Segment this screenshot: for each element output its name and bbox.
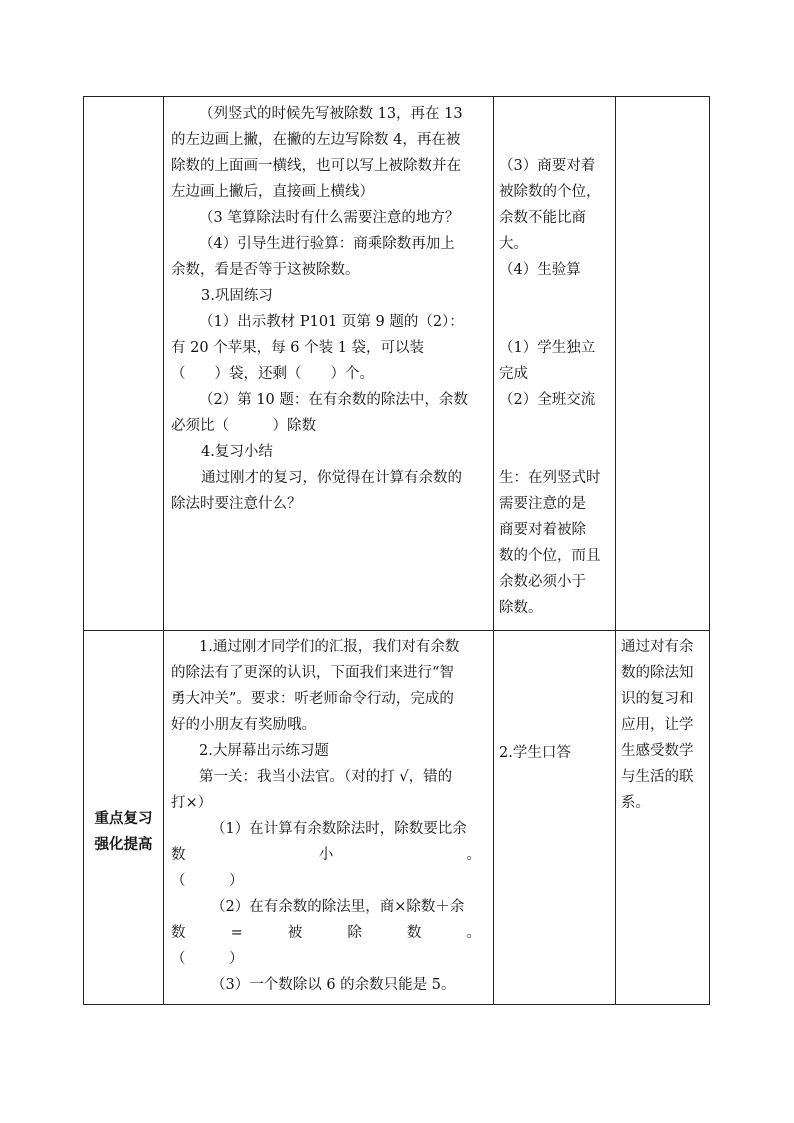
row1-student-cell	[499, 153, 613, 621]
row2-student-cell	[499, 740, 613, 766]
content-line: （3）一个数除以 6 的余数只能是 5。	[211, 977, 456, 993]
content-line: （ ）袋，还剩（ ）个。	[171, 366, 374, 382]
intent-line: 数的除法知	[621, 665, 694, 681]
student-line: 除数。	[499, 600, 543, 616]
content-line: 勇大冲关”。要求：听老师命令行动，完成的	[171, 691, 454, 707]
student-line: 2.学生口答	[499, 745, 571, 761]
row2-stage-label	[84, 806, 163, 858]
student-line: 完成	[499, 366, 528, 382]
content-line: （2）第 10 题：在有余数的除法中，余数	[199, 392, 468, 408]
content-line: 通过刚才的复习，你觉得在计算有余数的	[201, 470, 462, 486]
content-heading: 3.巩固练习	[201, 288, 273, 304]
student-line: （4）生验算	[499, 262, 581, 278]
stage-label-line: 重点复习	[94, 811, 153, 827]
table-border-bottom	[83, 1004, 710, 1005]
content-line: 1.通过刚才同学们的汇报，我们对有余数	[199, 639, 460, 655]
content-line: 除数的上面画一横线，也可以写上被除数并在	[171, 158, 461, 174]
intent-line: 通过对有余	[621, 639, 694, 655]
intent-line: 与生活的联	[621, 769, 694, 785]
justified-line: 数 = 被 除 数 。	[171, 925, 481, 941]
intent-line: 应用，让学	[621, 717, 694, 733]
content-line: （列竖式的时候先写被除数 13，再在 13	[199, 106, 463, 122]
lesson-plan-table	[83, 96, 710, 1005]
content-line: 的左边画上撇，在撇的左边写除数 4，再在被	[171, 132, 461, 148]
student-line: （3）商要对着	[499, 158, 596, 174]
row2-intent-cell	[621, 634, 707, 816]
row1-content-cell	[171, 101, 489, 517]
column-divider-3	[615, 96, 616, 1005]
content-line: 左边画上撇后，直接画上横线）	[171, 184, 374, 200]
content-line: （1）出示教材 P101 页第 9 题的（2）：	[199, 314, 464, 330]
content-line: （1）在计算有余数除法时，除数要比余	[211, 821, 467, 837]
table-border-top	[83, 96, 710, 97]
content-line: 除法时要注意什么？	[171, 496, 302, 512]
content-line: （3 笔算除法时有什么需要注意的地方？	[199, 210, 460, 226]
content-line: 必须比（ ）除数	[171, 418, 316, 434]
content-line: 好的小朋友有奖励哦。	[171, 717, 316, 733]
student-line: （1）学生独立	[499, 340, 596, 356]
student-line: 余数必须小于	[499, 574, 586, 590]
intent-line: 生感受数学	[621, 743, 694, 759]
student-line: 大。	[499, 236, 528, 252]
intent-line: 系。	[621, 795, 650, 811]
row2-content-cell	[171, 634, 489, 998]
student-line: 生：在列竖式时	[499, 470, 601, 486]
student-line: 需要注意的是	[499, 496, 586, 512]
answer-blank: （ ）	[171, 951, 244, 967]
student-line: 被除数的个位，	[499, 184, 601, 200]
row-divider	[83, 630, 710, 631]
content-heading: 4.复习小结	[201, 444, 273, 460]
answer-blank: （ ）	[171, 873, 244, 889]
table-border-right	[709, 96, 710, 1005]
content-line: 打×）	[171, 795, 213, 811]
content-line: 第一关：我当小法官。（对的打 √，错的	[199, 769, 453, 785]
content-line: （4）引导生进行验算：商乘除数再加上	[199, 236, 455, 252]
justified-line: 数 小 。	[171, 847, 481, 863]
stage-label-line: 强化提高	[94, 837, 153, 853]
content-line: 余数，看是否等于这被除数。	[171, 262, 360, 278]
column-divider-1	[163, 96, 164, 1005]
student-line: 数的个位，而且	[499, 548, 601, 564]
intent-line: 识的复习和	[621, 691, 694, 707]
student-line: （2）全班交流	[499, 392, 596, 408]
table-border-left	[83, 96, 84, 1005]
column-divider-2	[493, 96, 494, 1005]
student-line: 商要对着被除	[499, 522, 586, 538]
content-line: 的除法有了更深的认识，下面我们来进行“智	[171, 665, 454, 681]
student-line: 余数不能比商	[499, 210, 586, 226]
content-line: （2）在有余数的除法里，商×除数＋余	[211, 899, 465, 915]
content-line: 有 20 个苹果，每 6 个装 1 袋，可以装	[171, 340, 425, 356]
content-heading: 2.大屏幕出示练习题	[199, 743, 329, 759]
